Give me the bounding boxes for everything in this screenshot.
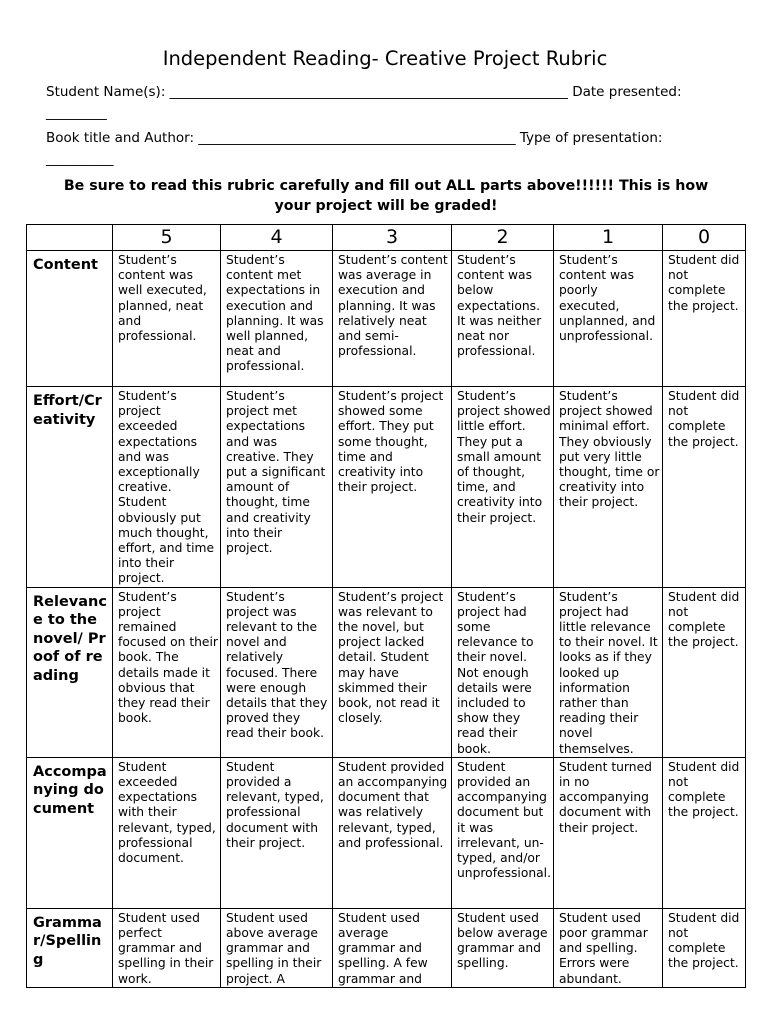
rubric-cell-text: Student’s content was well executed, planned, neat and professional. <box>118 253 207 344</box>
rubric-cell-text: Student did not complete the project. <box>668 589 740 650</box>
rubric-row-effort <box>27 387 746 588</box>
rubric-cell <box>333 251 452 387</box>
rubric-cell-text: Student did not complete the project. <box>668 253 740 313</box>
book-title-line: Book title and Author: _______________________________________________ Type of presentation: <box>46 130 663 146</box>
rubric-cell <box>452 251 554 387</box>
rubric-cell <box>554 587 663 757</box>
presentation-type-blank: __________ <box>46 151 114 167</box>
rubric-row-document <box>27 757 746 908</box>
rubric-cell <box>554 757 663 908</box>
score-header-row <box>27 225 746 251</box>
rubric-cell <box>452 387 554 588</box>
rubric-cell-text: Student used below average grammar and spelling. <box>457 910 548 971</box>
rubric-cell <box>663 251 746 387</box>
rubric-cell <box>663 908 746 987</box>
rubric-cell <box>452 587 554 757</box>
rubric-cell <box>113 387 221 588</box>
score-header: 3 <box>333 225 452 251</box>
rubric-cell <box>333 387 452 588</box>
rubric-cell <box>554 908 663 987</box>
rubric-cell-text: Student’s project exceeded expectations and was exceptionally creative. Student obviously put much thought, effort, and time into their project. <box>118 389 215 586</box>
score-header: 1 <box>554 225 663 251</box>
rubric-cell <box>452 908 554 987</box>
rubric-cell-text: Student’s project was relevant to the novel, but project lacked detail. Student may have skimmed their book, not read it closely. <box>338 589 444 726</box>
rubric-cell <box>221 251 333 387</box>
criterion-label: Relevance to the novel/ Proof of reading <box>27 587 113 757</box>
rubric-cell <box>452 757 554 908</box>
rubric-cell-text: Student’s content met expectations in execution and planning. It was well planned, neat and professional. <box>226 253 324 374</box>
rubric-cell-text: Student’s project showed little effort. They put a small amount of thought, time, and creativity into their project. <box>457 389 551 525</box>
rubric-row-grammar <box>27 908 746 987</box>
rubric-cell-text: Student’s project had some relevance to their novel. Not enough details were included to show they read their book. <box>457 589 534 756</box>
score-header: 5 <box>113 225 221 251</box>
rubric-cell <box>113 251 221 387</box>
rubric-cell <box>221 908 333 987</box>
student-name-line: Student Name(s): ___________________________________________________________ Date presented: <box>46 84 682 100</box>
rubric-cell-text: Student provided a relevant, typed, professional document with their project. <box>226 759 324 850</box>
rubric-cell-text: Student’s project showed minimal effort. They obviously put very little thought, time or creativity into their project. <box>559 389 660 510</box>
page-title: Independent Reading- Creative Project Rubric <box>162 47 608 70</box>
rubric-cell-text: Student exceeded expectations with their relevant, typed, professional document. <box>118 759 216 866</box>
rubric-cell <box>113 908 221 987</box>
rubric-row-content <box>27 251 746 387</box>
rubric-cell-text: Student used average grammar and spelling. A few grammar and <box>338 910 428 986</box>
rubric-cell-text: Student used perfect grammar and spelling in their work. <box>118 910 214 986</box>
rubric-cell <box>113 587 221 757</box>
criterion-label: Content <box>27 251 113 387</box>
criterion-label: Effort/Creativity <box>27 387 113 588</box>
rubric-cell-text: Student provided an accompanying document that was relatively relevant, typed, and professional. <box>338 759 448 850</box>
criterion-label: Grammar/Spelling <box>27 908 113 987</box>
rubric-cell <box>333 757 452 908</box>
rubric-cell-text: Student turned in no accompanying document with their project. <box>559 759 652 835</box>
rubric-cell <box>554 387 663 588</box>
rubric-cell-text: Student’s content was poorly executed, unplanned, and unprofessional. <box>559 253 656 344</box>
rubric-cell <box>221 387 333 588</box>
rubric-cell-text: Student’s project met expectations and was creative. They put a significant amount of thought, time and creativity into their project. <box>226 389 326 556</box>
rubric-cell-text: Student used poor grammar and spelling. Errors were abundant. <box>559 910 648 986</box>
corner-cell <box>27 225 113 251</box>
date-presented-blank: _________ <box>46 105 107 121</box>
rubric-row-relevance <box>27 587 746 757</box>
rubric-cell <box>663 757 746 908</box>
rubric-cell-text: Student’s project was relevant to the novel and relatively focused. There were enough details that they proved they read their book. <box>226 589 328 741</box>
rubric-cell <box>554 251 663 387</box>
instructions: Be sure to read this rubric carefully and fill out ALL parts above!!!!!! This is how your project will be graded! <box>63 178 709 214</box>
rubric-cell-text: Student’s project showed some effort. They put some thought, time and creativity into their project. <box>338 389 444 495</box>
criterion-label: Accompanying document <box>27 757 113 908</box>
rubric-cell-text: Student used above average grammar and spelling in their project. A <box>226 910 322 986</box>
rubric-cell-text: Student did not complete the project. <box>668 910 740 971</box>
rubric-table <box>26 224 746 988</box>
rubric-cell <box>663 587 746 757</box>
rubric-cell-text: Student’s content was average in execution and planning. It was relatively neat and semi-professional. <box>338 253 448 359</box>
rubric-cell <box>221 587 333 757</box>
rubric-cell <box>221 757 333 908</box>
rubric-cell-text: Student’s content was below expectations. It was neither neat nor professional. <box>457 253 542 359</box>
rubric-cell <box>113 757 221 908</box>
rubric-cell <box>663 387 746 588</box>
rubric-cell-text: Student did not complete the project. <box>668 759 740 820</box>
rubric-cell-text: Student did not complete the project. <box>668 389 740 449</box>
score-header: 0 <box>663 225 746 251</box>
rubric-cell-text: Student’s project remained focused on their book. The details made it obvious that they read their book. <box>118 589 218 726</box>
score-header: 2 <box>452 225 554 251</box>
rubric-cell-text: Student provided an accompanying document but it was irrelevant, un-typed, and/or unprofessional. <box>457 759 552 881</box>
score-header: 4 <box>221 225 333 251</box>
rubric-cell-text: Student’s project had little relevance to their novel. It looks as if they looked up information rather than reading their novel themselves. <box>559 589 658 756</box>
rubric-cell <box>333 587 452 757</box>
rubric-cell <box>333 908 452 987</box>
